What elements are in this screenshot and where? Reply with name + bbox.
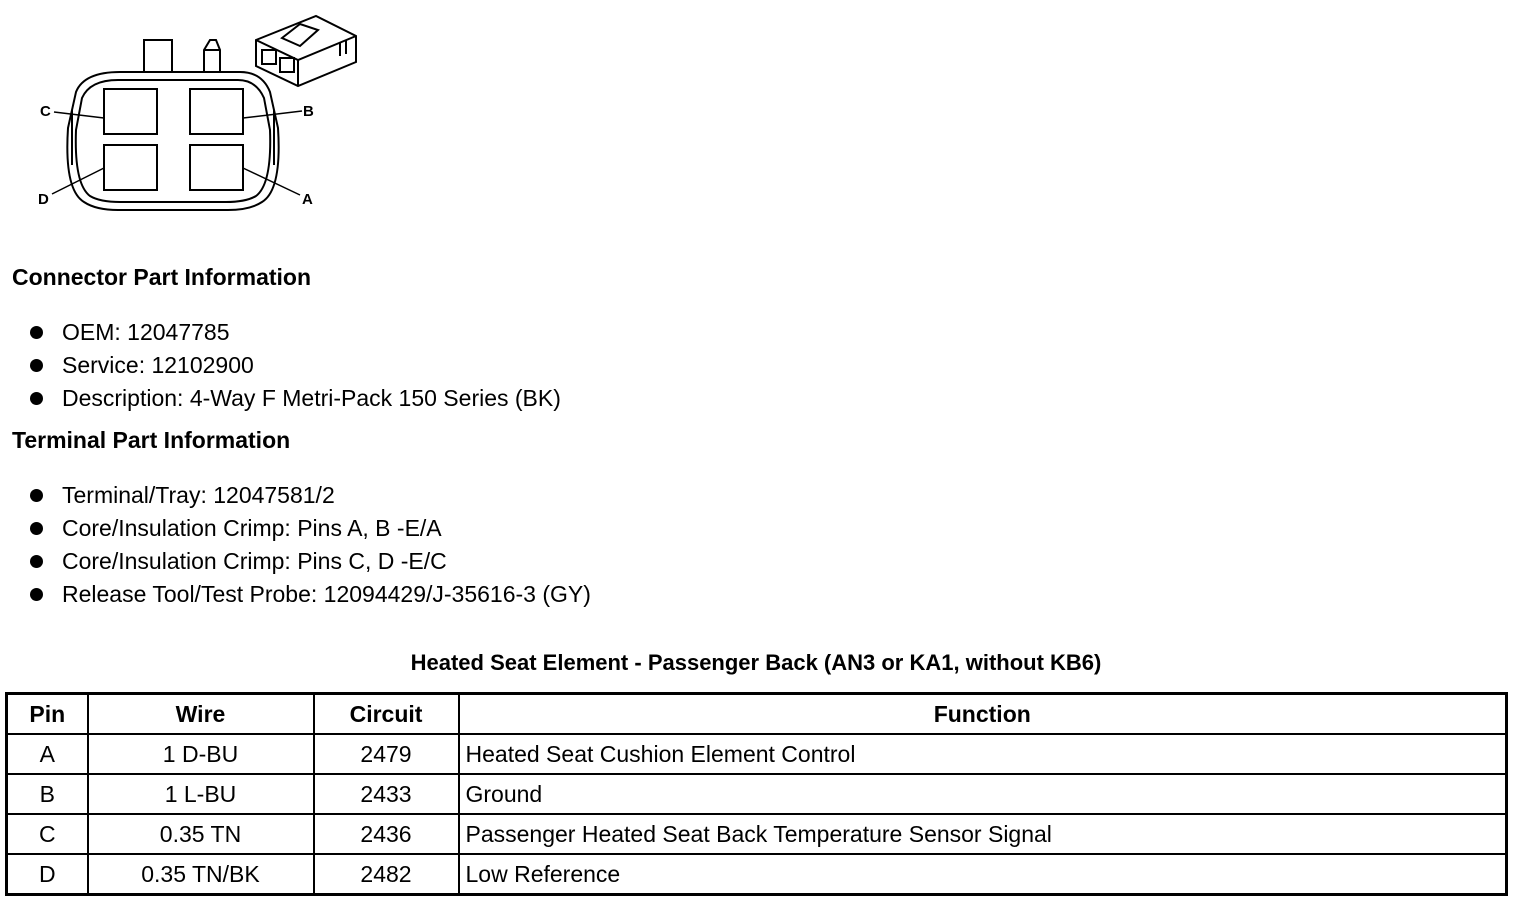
cell-pin: B bbox=[7, 774, 88, 814]
cell-function: Ground bbox=[459, 774, 1507, 814]
connector-info-heading: Connector Part Information bbox=[12, 264, 312, 290]
table-row bbox=[7, 814, 1507, 854]
bullet-icon bbox=[30, 522, 43, 535]
terminal-info-heading: Terminal Part Information bbox=[12, 427, 291, 453]
list-item: Terminal/Tray: 12047581/2 bbox=[30, 479, 591, 512]
list-item: Release Tool/Test Probe: 12094429/J-35616-3 (GY) bbox=[30, 578, 591, 611]
cell-pin: C bbox=[7, 814, 88, 854]
bullet-icon bbox=[30, 588, 43, 601]
cell-circuit: 2479 bbox=[314, 734, 459, 774]
cell-function: Low Reference bbox=[459, 854, 1507, 895]
cell-wire: 0.35 TN bbox=[88, 814, 314, 854]
cell-circuit: 2482 bbox=[314, 854, 459, 895]
pin-label-d: D bbox=[38, 191, 49, 208]
list-item: Core/Insulation Crimp: Pins C, D -E/C bbox=[30, 545, 591, 578]
cell-function: Passenger Heated Seat Back Temperature Sensor Signal bbox=[459, 814, 1507, 854]
bullet-icon bbox=[30, 326, 43, 339]
cell-function: Heated Seat Cushion Element Control bbox=[459, 734, 1507, 774]
header-wire: Wire bbox=[88, 694, 314, 735]
terminal-info-list bbox=[30, 479, 591, 611]
list-item: Service: 12102900 bbox=[30, 349, 561, 382]
table-title: Heated Seat Element - Passenger Back (AN3 or KA1, without KB6) bbox=[410, 650, 1102, 675]
table-row bbox=[7, 854, 1507, 895]
cell-pin: D bbox=[7, 854, 88, 895]
header-pin: Pin bbox=[7, 694, 88, 735]
cell-circuit: 2436 bbox=[314, 814, 459, 854]
list-item: OEM: 12047785 bbox=[30, 316, 561, 349]
table-row bbox=[7, 734, 1507, 774]
pin-label-b: B bbox=[303, 103, 314, 120]
bullet-icon bbox=[30, 489, 43, 502]
cell-wire: 1 D-BU bbox=[88, 734, 314, 774]
table-row bbox=[7, 774, 1507, 814]
cell-wire: 0.35 TN/BK bbox=[88, 854, 314, 895]
header-circuit: Circuit bbox=[314, 694, 459, 735]
cell-circuit: 2433 bbox=[314, 774, 459, 814]
pin-label-a: A bbox=[302, 191, 313, 208]
header-function: Function bbox=[459, 694, 1507, 735]
bullet-icon bbox=[30, 359, 43, 372]
table-header-row bbox=[7, 694, 1507, 735]
list-item: Description: 4-Way F Metri-Pack 150 Series (BK) bbox=[30, 382, 561, 415]
connector-diagram bbox=[0, 0, 380, 220]
pinout-table bbox=[5, 692, 1508, 896]
bullet-icon bbox=[30, 555, 43, 568]
connector-info-list bbox=[30, 316, 561, 415]
cell-wire: 1 L-BU bbox=[88, 774, 314, 814]
cell-pin: A bbox=[7, 734, 88, 774]
list-item: Core/Insulation Crimp: Pins A, B -E/A bbox=[30, 512, 591, 545]
bullet-icon bbox=[30, 392, 43, 405]
pin-label-c: C bbox=[40, 103, 51, 120]
